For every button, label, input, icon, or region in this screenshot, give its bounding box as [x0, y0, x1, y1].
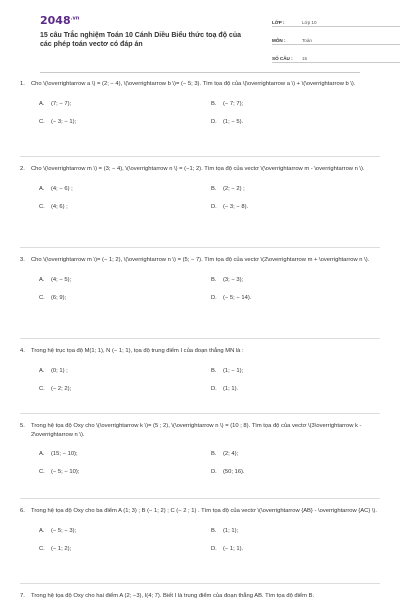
option-d[interactable]	[211, 385, 238, 393]
option-d[interactable]	[211, 294, 251, 302]
option-a[interactable]	[39, 450, 78, 458]
question-2	[20, 165, 380, 248]
option-d[interactable]	[211, 468, 245, 476]
header	[20, 0, 380, 74]
option-b[interactable]	[211, 450, 238, 458]
question-text: Trong hệ tọa độ Oxy cho \(\overrightarrow k \)= (5 ; 2), \(\overrightarrow n \) = (10 ; 8). Tìm tọa độ của vectơ \(3\overrightarrow k - 2\overrightarrow n \).	[31, 423, 362, 438]
question-6	[20, 507, 380, 584]
option-text: (50; 16).	[223, 469, 245, 475]
option-text: (7; − 7);	[51, 100, 72, 107]
option-key: B.	[211, 451, 217, 457]
meta-value: Toán	[302, 38, 312, 43]
option-key: A.	[39, 276, 45, 283]
option-c[interactable]	[39, 468, 79, 476]
option-key: C.	[39, 469, 45, 475]
option-key: D.	[211, 118, 217, 125]
option-key: A.	[39, 451, 45, 457]
option-key: C.	[39, 385, 45, 392]
option-key: D.	[211, 294, 217, 301]
option-text: (1; 1);	[223, 527, 239, 534]
option-key: B.	[211, 276, 217, 283]
option-text: (− 2; 2);	[51, 385, 72, 392]
option-key: B.	[211, 100, 217, 107]
option-text: (15; − 10);	[51, 451, 78, 457]
option-text: (− 1; 2);	[51, 545, 72, 552]
question-list	[20, 80, 380, 601]
option-key: A.	[39, 527, 45, 534]
answer-options	[39, 439, 380, 481]
option-d[interactable]	[211, 203, 248, 211]
meta-row-count	[272, 50, 400, 63]
option-b[interactable]	[211, 100, 243, 108]
option-b[interactable]	[211, 276, 243, 284]
option-text: (0; 1) ;	[51, 367, 68, 374]
option-key: D.	[211, 203, 217, 210]
option-text: (4; 6) ;	[51, 203, 68, 210]
option-c[interactable]	[39, 385, 71, 393]
option-text: (3; − 3);	[223, 276, 244, 283]
option-key: C.	[39, 118, 45, 125]
question-text: Trong hệ tọa độ Oxy cho ba điểm A (1; 3) ; B (− 1; 2) ; C (− 2 ; 1) . Tìm tọa độ của vectơ \(\overrightarrow {AB} - \overrightarrow {AC} \).	[31, 508, 377, 514]
meta-value: 15	[302, 56, 308, 61]
option-text: (1; 1).	[223, 385, 239, 392]
document-title: 15 câu Trắc nghiệm Toán 10 Cánh Diều Biểu thức toạ độ của các phép toán vectơ có đáp án	[40, 32, 241, 48]
option-text: (− 1; 1).	[223, 545, 244, 552]
option-a[interactable]	[39, 100, 71, 108]
question-3	[20, 256, 380, 339]
option-text: (− 5; − 10);	[51, 469, 80, 475]
question-5	[20, 422, 380, 499]
question-text: Cho \(\overrightarrow m \)= (− 1; 2), \(\overrightarrow n \) = (5; − 7). Tìm tọa độ của vectơ \(2\overrightarrow m + \overrightarrow n \).	[31, 257, 370, 263]
option-key: C.	[39, 203, 45, 210]
question-number: 6.	[20, 508, 25, 514]
option-c[interactable]	[39, 545, 71, 553]
question-1	[20, 80, 380, 157]
logo-text: 2048	[40, 14, 71, 27]
meta-row-subject	[272, 32, 400, 45]
option-key: A.	[39, 367, 45, 374]
answer-options	[39, 89, 380, 131]
question-number: 2.	[20, 166, 25, 172]
option-key: B.	[211, 185, 217, 192]
question-7	[20, 592, 380, 601]
question-number: 5.	[20, 423, 25, 429]
option-key: A.	[39, 100, 45, 107]
option-a[interactable]	[39, 367, 68, 375]
option-text: (− 3; − 1);	[51, 118, 77, 125]
answer-options	[39, 265, 380, 307]
option-text: (2; − 2) ;	[223, 185, 245, 192]
option-key: D.	[211, 545, 217, 552]
option-d[interactable]	[211, 545, 243, 553]
option-b[interactable]	[211, 185, 245, 193]
option-a[interactable]	[39, 276, 71, 284]
option-key: B.	[211, 527, 217, 534]
answer-options	[39, 356, 380, 398]
answer-options	[39, 516, 380, 558]
option-text: (1; − 5).	[223, 118, 244, 125]
question-number: 3.	[20, 257, 25, 263]
option-key: C.	[39, 294, 45, 301]
meta-row-class	[272, 14, 400, 27]
question-text: Cho \(\overrightarrow m \) = (3; − 4), \(\overrightarrow n \) = (−1; 2). Tìm tọa độ của vectơ \(\overrightarrow m - \overrightarrow n \).	[31, 166, 365, 172]
option-b[interactable]	[211, 527, 238, 535]
option-a[interactable]	[39, 527, 76, 535]
question-text: Trong hệ trục tọa độ M(1; 1), N (− 1; 1), tọa độ trung điểm I của đoạn thẳng MN là :	[31, 348, 244, 354]
logo-suffix: .vn	[70, 15, 80, 22]
header-divider	[40, 72, 360, 73]
meta-box	[272, 14, 400, 68]
meta-label: LỚP :	[272, 20, 285, 25]
option-key: A.	[39, 185, 45, 192]
option-text: (− 5; − 14).	[223, 294, 252, 301]
option-text: (4; − 6) ;	[51, 185, 73, 192]
option-b[interactable]	[211, 367, 243, 375]
option-text: (6; 9);	[51, 294, 67, 301]
option-a[interactable]	[39, 185, 73, 193]
option-c[interactable]	[39, 118, 76, 126]
option-text: (− 5; − 3);	[51, 527, 77, 534]
question-text: Cho \(\overrightarrow a \) = (2; − 4), \(\overrightarrow b \)= (− 5; 3). Tìm tọa độ của \(\overrightarrow a \) + \(\overrightarrow b \).	[31, 81, 356, 87]
question-number: 7.	[20, 593, 25, 599]
meta-value: Lớp 10	[302, 20, 317, 25]
option-text: (− 7; 7);	[223, 100, 244, 107]
option-key: D.	[211, 469, 217, 475]
option-c[interactable]	[39, 203, 68, 211]
option-c[interactable]	[39, 294, 66, 302]
site-logo[interactable]	[40, 14, 79, 27]
option-key: D.	[211, 385, 217, 392]
option-text: (2; 4);	[223, 451, 239, 457]
meta-label: MÔN :	[272, 38, 286, 43]
option-d[interactable]	[211, 118, 243, 126]
question-4	[20, 347, 380, 414]
option-key: C.	[39, 545, 45, 552]
question-number: 1.	[20, 81, 25, 87]
question-number: 4.	[20, 348, 25, 354]
option-key: B.	[211, 367, 217, 374]
option-text: (− 3; − 8).	[223, 203, 249, 210]
question-text: Trong hệ tọa độ Oxy cho hai điểm A (2; −3), I(4; 7). Biết I là trung điểm của đoạn thẳng AB. Tìm tọa độ điểm B.	[31, 593, 315, 599]
answer-options	[39, 174, 380, 216]
meta-label: SỐ CÂU :	[272, 56, 293, 61]
option-text: (4; − 5);	[51, 276, 72, 283]
option-text: (1; − 1);	[223, 367, 244, 374]
